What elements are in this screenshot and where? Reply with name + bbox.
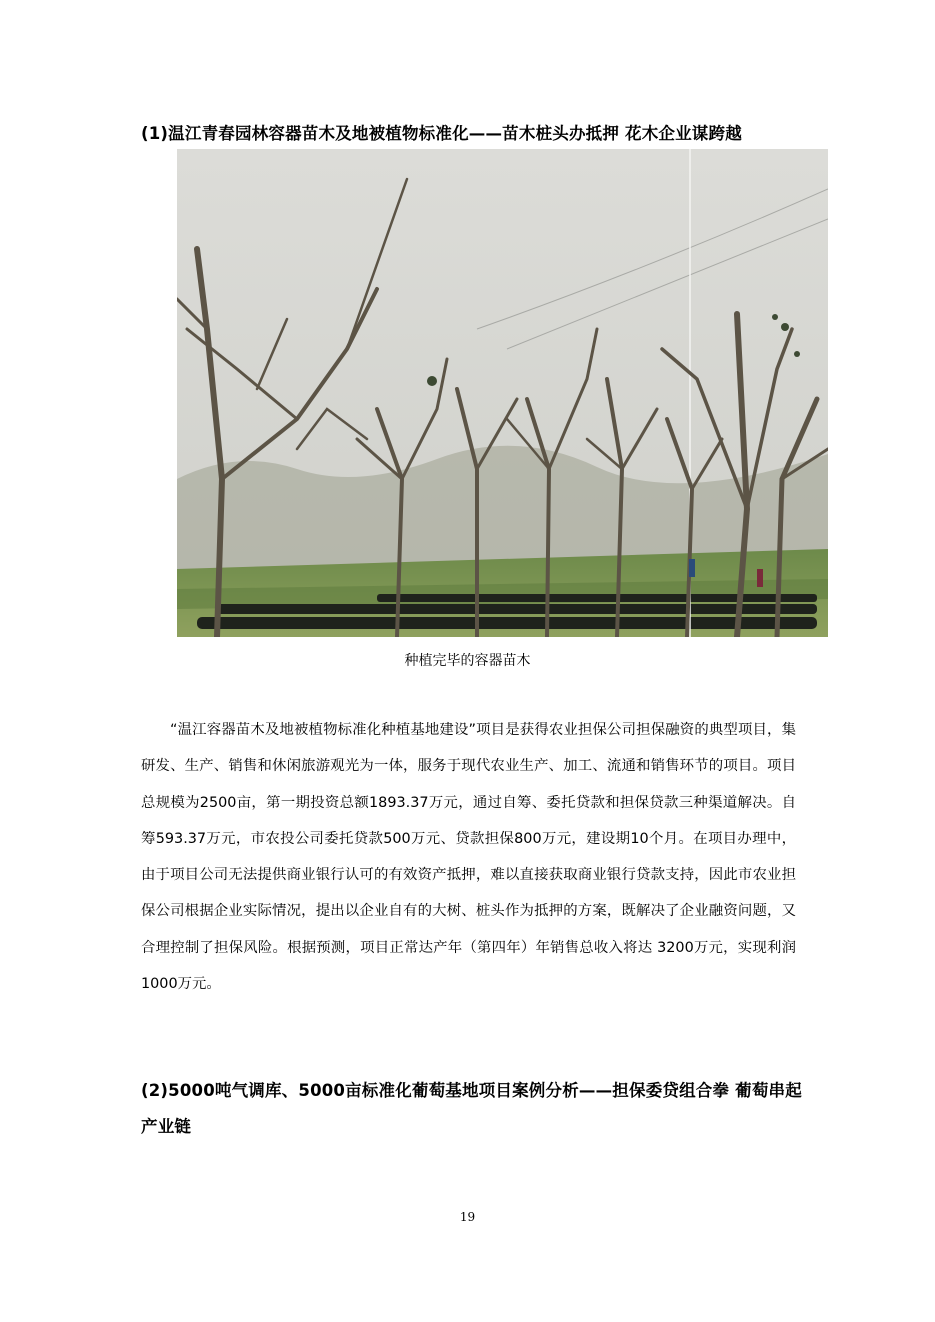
- nursery-photo: [177, 149, 828, 637]
- section-heading-2: [141, 1073, 802, 1145]
- section-heading: (1)温江青春园林容器苗木及地被植物标准化——苗木桩头办抵押 花木企业谋跨越: [141, 124, 742, 143]
- body-paragraph: “温江容器苗木及地被植物标准化种植基地建设”项目是获得农业担保公司担保融资的典型项目，集研发、生产、销售和休闲旅游观光为一体，服务于现代农业生产、加工、流通和销售环节的项目。项目总规模为2500亩，第一期投资总额1893.37万元，通过自筹、委托贷款和担保贷款三种渠道解决。自筹593.37万元，市农投公司委托贷款500万元、贷款担保800万元，建设期10个月。在项目办理中，由于项目公司无法提供商业银行认可的有效资产抵押，难以直接获取商业银行贷款支持，因此市农业担保公司根据企业实际情况，提出以企业自有的大树、桩头作为抵押的方案，既解决了企业融资问题，又合理控制了担保风险。根据预测，项目正常达产年（第四年）年销售总收入将达 3200万元，实现利润 1000万元。: [141, 722, 796, 993]
- page-number: 19: [459, 1210, 476, 1224]
- section-heading-2-line2: 产业链: [141, 1117, 192, 1136]
- section-heading-2-line1: (2)5000吨气调库、5000亩标准化葡萄基地项目案例分析——担保委贷组合拳 葡萄串起: [141, 1081, 802, 1100]
- figure-caption: 种植完毕的容器苗木: [404, 653, 531, 669]
